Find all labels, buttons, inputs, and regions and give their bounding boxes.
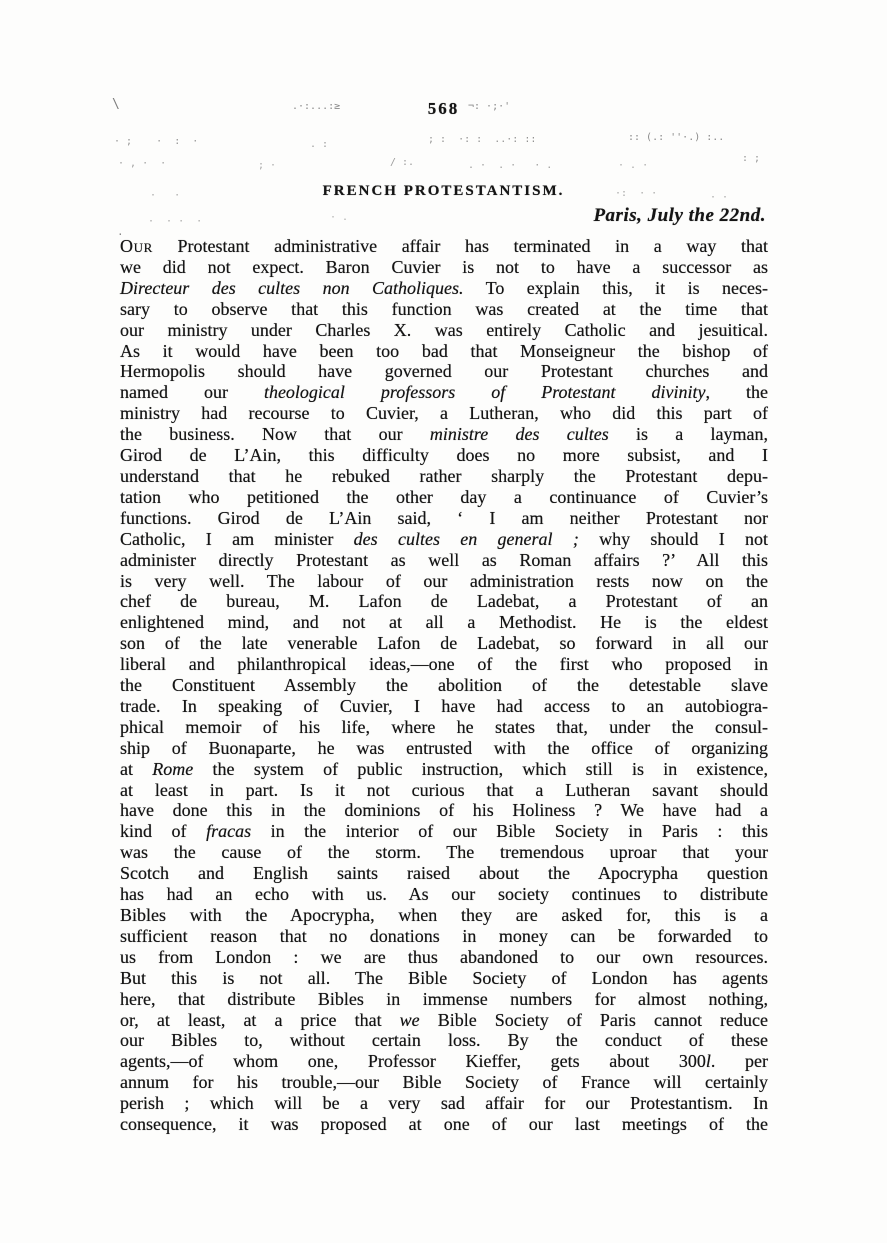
body-line: Scotch and English saints raised about the Apocrypha question: [120, 863, 768, 884]
body-line: have done this in the dominions of his Holiness ? We have had a: [120, 800, 768, 821]
body-line: is very well. The labour of our administration rests now on the: [120, 570, 768, 591]
body-line: Hermopolis should have governed our Protestant churches and: [120, 361, 768, 382]
dateline: Paris, July the 22nd.: [593, 205, 766, 226]
body-line: annum for his trouble,—our Bible Society of France will certainly: [120, 1072, 768, 1093]
body-line: But this is not all. The Bible Society of London has agents: [120, 967, 768, 988]
body-line: Catholic, I am minister des cultes en general ; why should I not: [120, 528, 769, 549]
body-line: at Rome the system of public instruction, which still is in existence,: [120, 758, 769, 779]
scan-noise-mark: · · · ·: [148, 216, 203, 227]
article-body: [120, 236, 768, 1135]
scan-noise-mark: ; : ·: : ..·: ::: [428, 134, 537, 145]
body-line: administer directly Protestant as well as Roman affairs ?’ All this: [120, 549, 768, 570]
body-line: phical memoir of his life, where he states that, under the consul-: [120, 716, 768, 737]
body-line: tation who petitioned the other day a continuance of Cuvier’s: [120, 486, 768, 507]
body-line: or, at least, at a price that we Bible Society of Paris cannot reduce: [120, 1009, 768, 1030]
article-title: FRENCH PROTESTANTISM.: [322, 183, 565, 199]
body-line: our Bibles to, without certain loss. By the conduct of these: [120, 1030, 768, 1051]
body-line: ship of Buonaparte, he was entrusted with the office of organizing: [120, 737, 768, 758]
scan-noise-mark: ·: · ·: [615, 188, 658, 199]
body-line: Bibles with the Apocrypha, when they are asked for, this is a: [120, 905, 768, 925]
scan-noise-mark: ·: [117, 228, 124, 241]
body-line: As it would have been too bad that Monseigneur the bishop of: [120, 340, 768, 361]
body-line: at least in part. Is it not curious that a Lutheran savant should: [120, 779, 768, 800]
body-line: has had an echo with us. As our society continues to distribute: [120, 884, 768, 905]
body-line: was the cause of the storm. The tremendous uproar that your: [120, 842, 768, 863]
page-number: 568: [427, 99, 460, 118]
body-line: liberal and philanthropical ideas,—one of the first who proposed in: [120, 654, 768, 675]
scan-noise-mark: . :: [310, 139, 329, 150]
scan-noise-mark: ; ·: [258, 160, 277, 171]
body-line: enlightened mind, and not at all a Methodist. He is the eldest: [120, 612, 768, 633]
scan-noise-mark: · , · ·: [118, 158, 167, 169]
body-line: son of the late venerable Lafon de Ladebat, so forward in all our: [120, 633, 768, 654]
scan-noise-mark: · .: [330, 212, 349, 223]
scan-noise-mark: .·:...:≥: [292, 101, 341, 112]
scan-noise-mark: · ·: [150, 190, 181, 201]
body-line: Directeur des cultes non Catholiques. To explain this, it is neces-: [120, 277, 769, 298]
body-line: chef de bureau, M. Lafon de Ladebat, a Protestant of an: [120, 591, 768, 612]
scan-noise-mark: ¬: ·;·': [468, 101, 511, 112]
body-line: our ministry under Charles X. was entirely Catholic and jesuitical.: [120, 319, 768, 340]
body-line: the Constituent Assembly the abolition of the detestable slave: [120, 675, 768, 696]
scan-noise-mark: :: (.: ''·.) :..: [628, 132, 725, 143]
body-line: Our Protestant administrative affair has terminated in a way that: [120, 236, 768, 256]
scan-noise-mark: / :.: [390, 157, 415, 168]
scan-noise-mark: · . ·: [618, 160, 649, 171]
body-line: Girod de L’Ain, this difficulty does no more subsist, and I: [120, 445, 768, 466]
body-line: here, that distribute Bibles in immense numbers for almost nothing,: [120, 988, 768, 1009]
body-line: named our theological professors of Protestant divinity, the: [120, 382, 768, 403]
scan-noise-mark: · ; · : ·: [114, 136, 199, 147]
body-line: understand that he rebuked rather sharply the Protestant depu-: [120, 465, 768, 486]
scan-noise-mark: . · . · · .: [468, 160, 553, 171]
body-line: trade. In speaking of Cuvier, I have had access to an autobiogra-: [120, 695, 768, 716]
body-line: functions. Girod de L’Ain said, ‘ I am neither Protestant nor: [120, 507, 768, 528]
body-line: agents,—of whom one, Professor Kieffer, gets about 300l. per: [120, 1051, 768, 1072]
scan-noise-mark: : ;: [742, 153, 761, 164]
body-line: the business. Now that our ministre des cultes is a layman,: [120, 424, 768, 445]
body-line: kind of fracas in the interior of our Bible Society in Paris : this: [120, 821, 768, 842]
scan-noise-mark: · ·: [710, 192, 729, 203]
body-line: consequence, it was proposed at one of our last meetings of the: [120, 1114, 768, 1135]
body-line: perish ; which will be a very sad affair for our Protestantism. In: [120, 1093, 768, 1114]
body-line: we did not expect. Baron Cuvier is not to have a successor as: [120, 256, 768, 277]
body-line: sufficient reason that no donations in money can be forwarded to: [120, 925, 768, 946]
body-line: sary to observe that this function was created at the time that: [120, 298, 768, 319]
body-line: us from London : we are thus abandoned to our own resources.: [120, 946, 768, 967]
body-line: ministry had recourse to Cuvier, a Lutheran, who did this part of: [120, 403, 768, 424]
scan-noise-mark: \: [112, 97, 120, 112]
